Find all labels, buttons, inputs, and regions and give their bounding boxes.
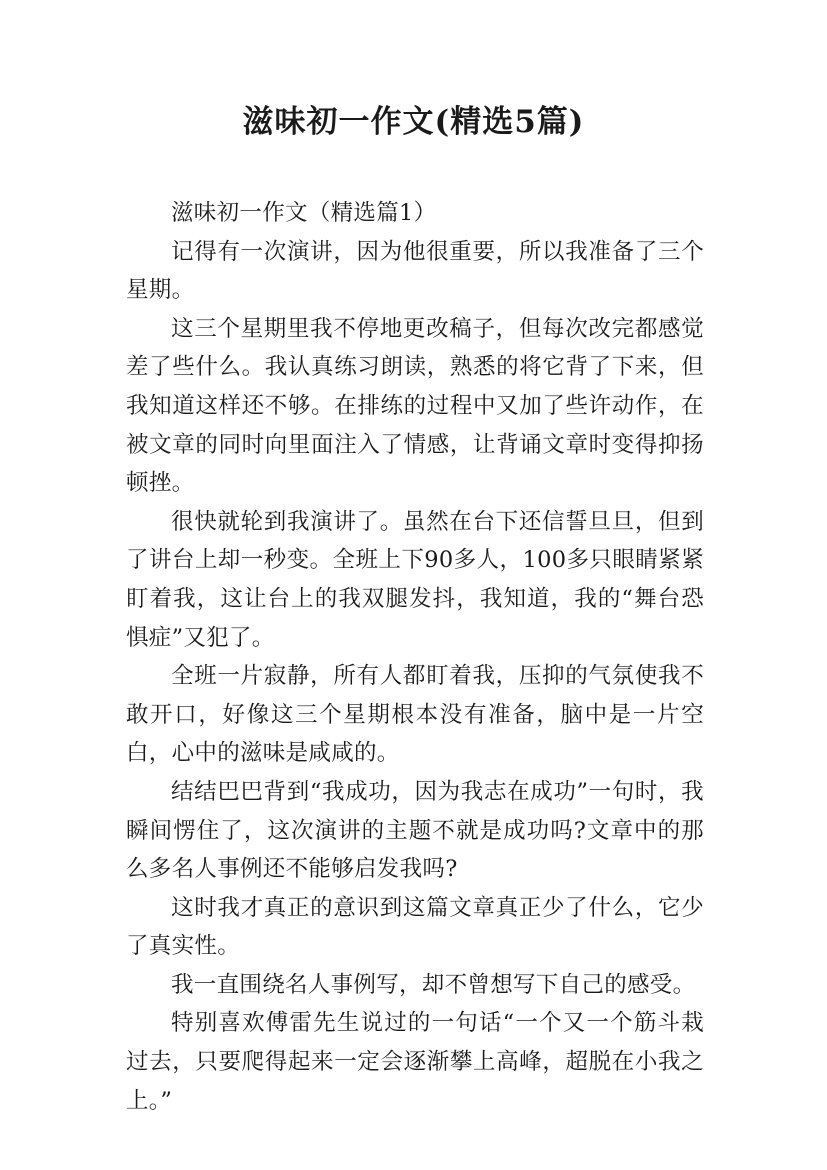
section-heading: 滋味初一作文（精选篇1） xyxy=(171,200,437,226)
paragraph: 很快就轮到我演讲了。虽然在台下还信誓旦旦，但到了讲台上却一秒变。全班上下90多人，100多只眼睛紧紧盯着我，这让台上的我双腿发抖，我知道，我的“舞台恐惧症”又犯了。 xyxy=(126,508,704,651)
document-body xyxy=(126,194,704,1120)
paragraph: 特别喜欢傅雷先生说过的一句话“一个又一个筋斗栽过去，只要爬得起来一定会逐渐攀上高峰，超脱在小我之上。” xyxy=(126,1010,704,1114)
paragraph: 全班一片寂静，所有人都盯着我，压抑的气氛使我不敢开口，好像这三个星期根本没有准备，脑中是一片空白，心中的滋味是咸咸的。 xyxy=(126,663,704,767)
paragraph: 结结巴巴背到“我成功，因为我志在成功”一句时，我瞬间愣住了，这次演讲的主题不就是成功吗?文章中的那么多名人事例还不能够启发我吗? xyxy=(126,778,704,883)
document-title: 滋味初一作文(精选5篇) xyxy=(242,104,585,140)
paragraph: 记得有一次演讲，因为他很重要，所以我准备了三个星期。 xyxy=(126,238,704,304)
paragraph: 这三个星期里我不停地更改稿子，但每次改完都感觉差了些什么。我认真练习朗读，熟悉的将它背了下来，但我知道这样还不够。在排练的过程中又加了些许动作，在被文章的同时向里面注入了情感，让背诵文章时变得抑扬顿挫。 xyxy=(126,315,704,497)
paragraph: 这时我才真正的意识到这篇文章真正少了什么，它少了真实性。 xyxy=(126,894,704,960)
paragraph: 我一直围绕名人事例写，却不曾想写下自己的感受。 xyxy=(171,971,696,998)
